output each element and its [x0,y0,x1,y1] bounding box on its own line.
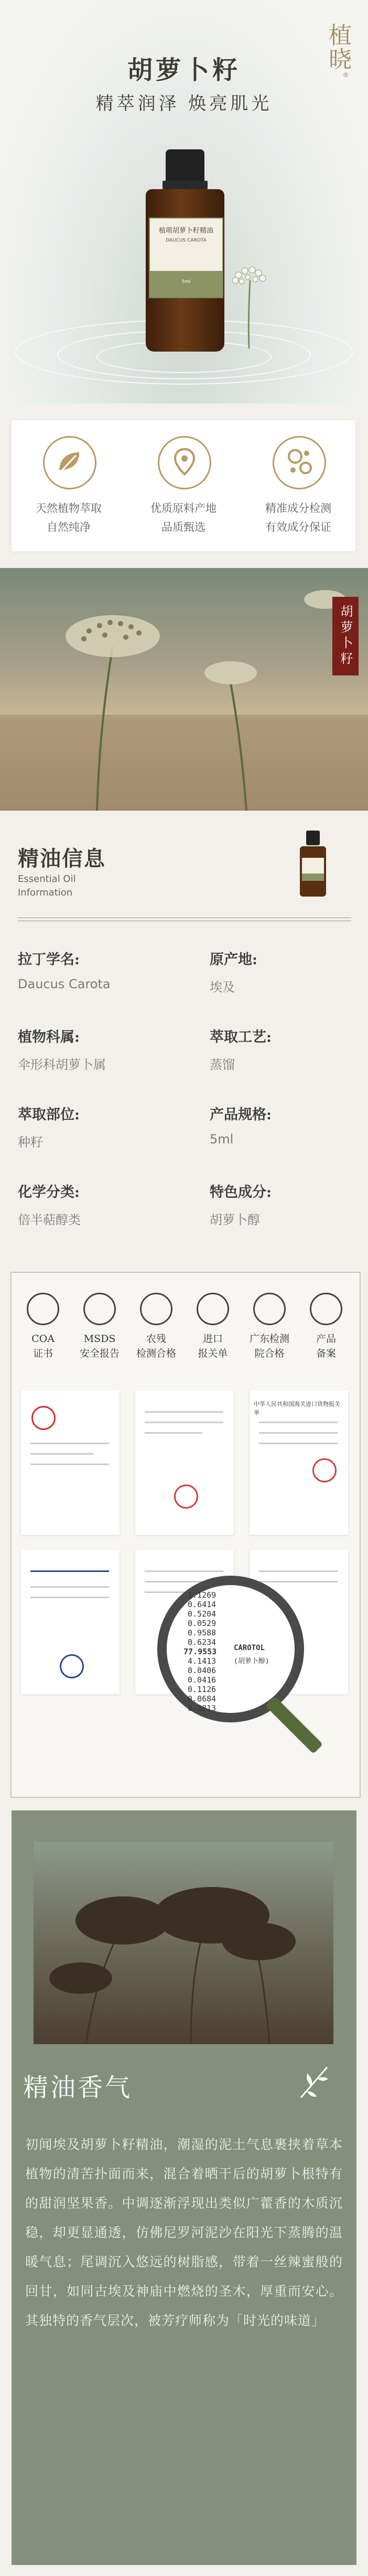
lab-icon [253,1293,286,1325]
info-field: 原产地: 埃及 [210,952,257,995]
hero-subtitle: 精萃润泽 焕亮肌光 [95,93,273,114]
field-photo [0,568,368,811]
location-pin-icon [158,436,211,489]
info-subtitle-en: Essential Oil [18,874,76,885]
feature-natural [12,420,126,551]
customs-declaration-document [250,1390,348,1535]
certificate-document [135,1390,234,1535]
feature-line: 有效成分保证 [265,521,331,533]
cert-item: MSDS 安全报告 [78,1293,122,1361]
bottle-label-volume: 5ml [181,279,191,285]
feature-line: 精准成分检测 [265,502,331,515]
cert-item: COA 证书 [21,1293,65,1361]
msds-icon [83,1293,116,1325]
feature-testing [241,420,355,551]
hero-title: 胡萝卜籽 [127,56,241,85]
cert-item: 产品 备案 [304,1293,348,1361]
features-section [0,403,368,568]
info-title: 精油信息 [18,846,106,871]
product-bottle [142,149,228,354]
certificates-panel [10,1272,361,1798]
field-photo-illustration [0,568,368,811]
info-field: 萃取工艺: 蒸馏 [210,1029,272,1072]
leaf-sprig-icon [296,2061,332,2103]
aroma-section [0,1805,368,2576]
bottle-label-latin: DAUCUS CAROTA [166,238,207,243]
aroma-title: 精油香气 [23,2073,133,2102]
magnifier-zoom: 1.1269 0.6414 0.5204 0.0529 0.9588 0.6234 77.9553 4.1413 0.0406 0.0416 0.1126 0.0684 0.2813 CAROTOL (胡萝卜醇) [157,1576,304,1722]
cert-item: 广东检测 院合格 [247,1293,291,1361]
certificate-document [21,1390,120,1535]
feature-line: 自然纯净 [47,521,91,533]
feature-line: 品质甄选 [161,521,205,533]
info-field: 产品规格: 5ml [210,1107,272,1147]
wildflower-illustration [218,244,280,348]
bottle-label-title: 植萌胡萝卜籽精油 [158,227,213,235]
cert-item: 农残 检测合格 [134,1293,178,1361]
aroma-card [12,1810,356,2565]
small-bottle-image [299,831,327,897]
brand-logo: 植晓® [324,23,351,80]
leaf-icon [43,436,96,489]
features-card [12,420,355,551]
info-subtitle-en: Information [18,887,73,898]
globe-icon [197,1293,229,1325]
feature-origin [126,420,241,551]
info-field: 特色成分: 胡萝卜醇 [210,1184,272,1227]
coa-icon [27,1293,59,1325]
oil-info-section [0,811,368,1272]
dried-flower-photo [34,1842,333,2044]
feature-line: 优质原料产地 [150,502,217,515]
filing-icon [310,1293,342,1325]
product-name-badge: 胡萝卜籽 [332,597,359,675]
aroma-description: 初闻埃及胡萝卜籽精油，潮湿的泥土气息裹挟着草本植物的清苦扑面而来，混合着晒干后的胡萝卜根特有的甜润坚果香。中调逐渐浮现出类似广藿香的木质沉稳，却更显通透，仿佛尼罗河泥沙在阳光下蒸腾的温暖气息；尾调沉入悠远的树脂感，带着一丝辣蜜般的回甘，如同古埃及神庙中燃烧的圣木，厚重而安心。其独特的香气层次，被芳疗师称为「时光的味道」 [25,2137,343,2328]
certificates-section [0,1272,368,1805]
molecule-icon [273,436,326,489]
info-field: 化学分类: 倍半萜醇类 [18,1184,81,1227]
info-field: 植物科属: 伞形科胡萝卜属 [18,1029,106,1072]
certificate-document [21,1549,120,1694]
document-header: 中华人民共和国海关进口货物报关单 [254,1401,340,1416]
info-field: 萃取部位: 种籽 [18,1107,80,1150]
info-field: 拉丁学名: Daucus Carota [18,952,111,991]
feature-line: 天然植物萃取 [36,502,102,515]
cert-item: 进口 报关单 [191,1293,235,1361]
bottle-label-band [150,271,222,297]
pesticide-icon [140,1293,172,1325]
bottle-cap [166,149,204,187]
bottle-label [149,217,223,298]
hero-section [0,0,368,403]
